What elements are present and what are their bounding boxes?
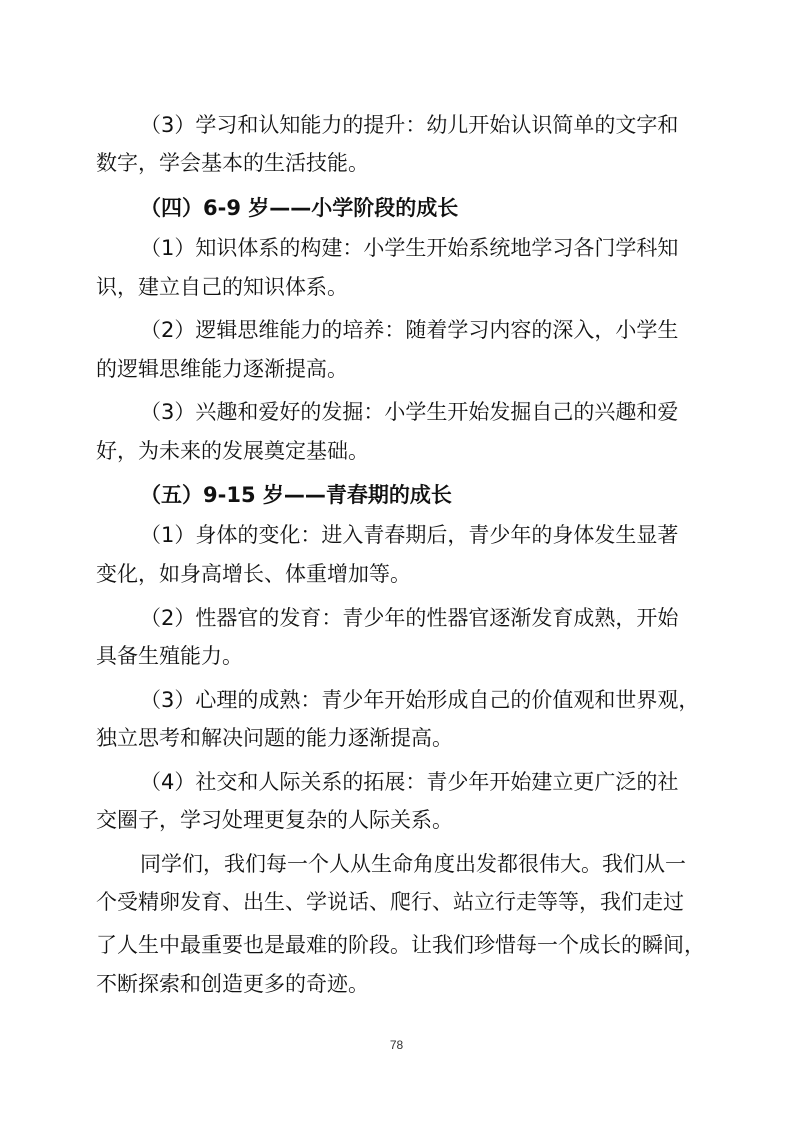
text-line: 了人生中最重要也是最难的阶段。让我们珍惜每一个成长的瞬间，: [96, 933, 705, 957]
page-number: 78: [389, 1038, 404, 1052]
text-line: 数字，学会基本的生活技能。: [96, 151, 369, 175]
text-line: （1）知识体系的构建：小学生开始系统地学习各门学科知: [140, 236, 679, 260]
text-line: （4）社交和人际关系的拓展：青少年开始建立更广泛的社: [140, 770, 679, 794]
text-line: （1）身体的变化：进入青春期后，青少年的身体发生显著: [140, 523, 679, 547]
text-line: 交圈子，学习处理更复杂的人际关系。: [96, 808, 453, 832]
section-heading-primary-school: （四）6-9 岁——小学阶段的成长: [140, 196, 459, 220]
text-line: 不断探索和创造更多的奇迹。: [96, 972, 369, 996]
text-line: 具备生殖能力。: [96, 644, 243, 668]
text-line: 个受精卵发育、出生、学说话、爬行、站立行走等等，我们走过: [96, 890, 684, 914]
text-line: 识，建立自己的知识体系。: [96, 275, 348, 299]
text-line: （3）心理的成熟：青少年开始形成自己的价值观和世界观，: [140, 688, 700, 712]
text-line: 独立思考和解决问题的能力逐渐提高。: [96, 726, 453, 750]
text-line: （2）性器官的发育：青少年的性器官逐渐发育成熟，开始: [140, 606, 679, 630]
text-line: 变化，如身高增长、体重增加等。: [96, 562, 411, 586]
section-heading-puberty: （五）9-15 岁——青春期的成长: [140, 483, 452, 507]
text-line: （3）兴趣和爱好的发掘：小学生开始发掘自己的兴趣和爱: [140, 400, 679, 424]
text-line: （3）学习和认知能力的提升：幼儿开始认识简单的文字和: [140, 113, 679, 137]
text-line: （2）逻辑思维能力的培养：随着学习内容的深入，小学生: [140, 318, 679, 342]
text-line: 好，为未来的发展奠定基础。: [96, 439, 369, 463]
text-line: 同学们，我们每一个人从生命角度出发都很伟大。我们从一: [140, 852, 686, 876]
text-line: 的逻辑思维能力逐渐提高。: [96, 357, 348, 381]
